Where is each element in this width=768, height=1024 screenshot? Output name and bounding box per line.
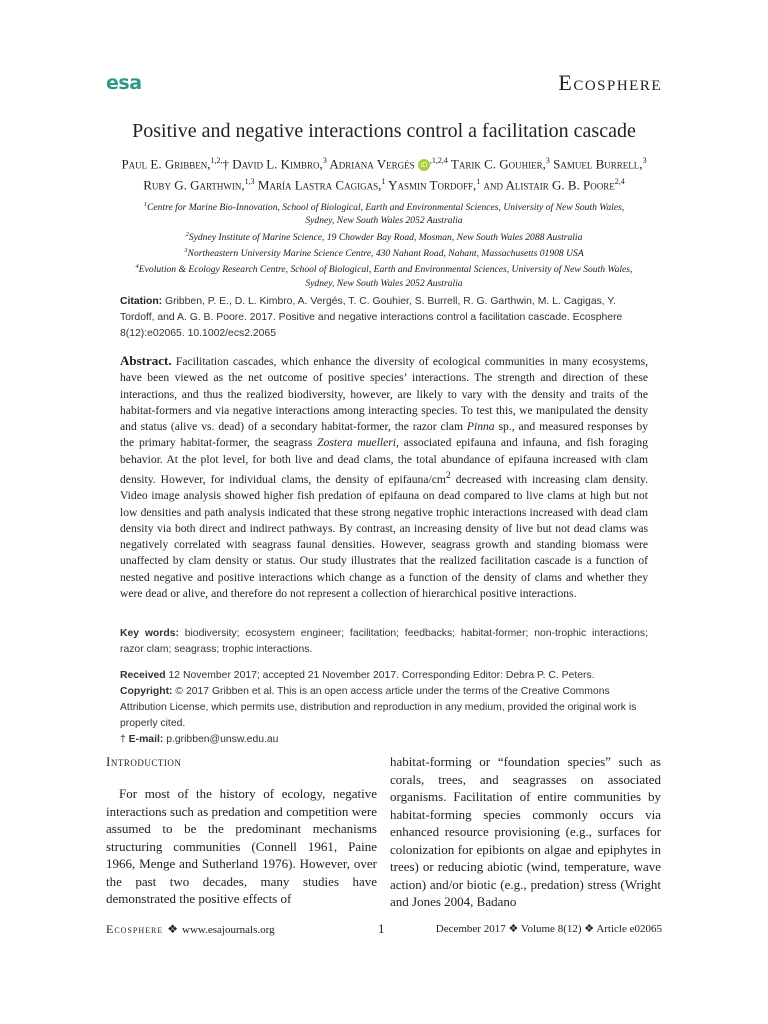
- affiliation-text: Sydney, New South Wales 2052 Australia: [305, 215, 463, 227]
- author-sup: 3: [545, 156, 550, 165]
- abstract: [120, 353, 648, 602]
- footer-issue-info: [436, 922, 662, 935]
- citation-label: Citation:: [120, 296, 163, 307]
- author-sup: 1: [476, 177, 481, 187]
- esa-logo: esa: [106, 72, 142, 94]
- author-sup: 3: [322, 156, 327, 165]
- author-sup: 1,3: [244, 177, 255, 187]
- author: Samuel Burrell,: [549, 156, 643, 172]
- author: Ruby G. Garthwin,: [143, 177, 245, 193]
- author-sup: 1: [381, 177, 386, 187]
- article-title: Positive and negative interactions control a facilitation cascade: [132, 120, 636, 142]
- received-label: Received: [120, 670, 166, 681]
- affiliation-number: 1: [143, 201, 148, 208]
- copyright-label: Copyright:: [120, 686, 173, 697]
- affiliation: [120, 198, 648, 228]
- footer-article-id: Article e02065: [596, 923, 662, 935]
- affiliation-text: Evolution & Ecology Research Centre, School of Biological, Earth and Environmental Sciences, University of New South Wales,: [138, 264, 633, 276]
- dagger-mark: †: [222, 156, 229, 172]
- affiliation-number: 3: [184, 246, 188, 254]
- author: Tarik C. Gouhier,: [447, 156, 546, 172]
- body-column-right: habitat-forming or “foundation species” such as corals, trees, and seagrasses on associated organisms. Facilitation of entire communities by habitat-forming species commonly occurs via enhanced resource provisioning (e.g., surfaces for colonization for epibionts on algae and epiphytes in trees) or reducing abiotic (wind, temperature, wave action) and/or biotic (e.g., predation) stress (Wright and Jones 2004, Badano: [390, 754, 661, 909]
- footer-journal: [106, 922, 275, 937]
- abstract-text: , associated epifauna and infauna, and fish foraging behavior. At the plot level, for both live and dead clams, the total abundance of epifauna increased with clam density. However, for individual clams, the density of epifauna/cm: [120, 436, 648, 486]
- affiliation-number: 2: [185, 230, 189, 238]
- citation-block: [120, 294, 648, 342]
- keywords: [120, 626, 648, 658]
- dagger-mark: †: [120, 734, 129, 745]
- email-label: E-mail:: [128, 734, 164, 745]
- abstract-text: decreased with increasing clam density. Video image analysis showed higher fish predation of epifauna on dead compared to live clams at high but not low densities and path analysis indicated that these strong negative trophic interactions increased with dead clam density via both direct and indirect pathways. By contrast, an increasing density of live but not dead clams was negatively correlated with seagrass faunal densities. However, seagrass growth and standing biomass were unaffected by clam density or status. Our study illustrates that the realized facilitation cascade is a function of nested negative and positive interactions which change as a function of the density of clams and whether they were dead or alive, and therefore do not represent a collection of hierarchical positive interactions.: [120, 472, 648, 601]
- separator-icon: ❖: [584, 923, 595, 935]
- abstract-label: Abstract.: [120, 353, 172, 368]
- article-meta: [120, 668, 648, 748]
- footer-journal-name: Ecosphere: [106, 922, 164, 936]
- orcid-icon[interactable]: iD: [418, 159, 430, 171]
- affiliation-text: Sydney, New South Wales 2052 Australia: [305, 277, 463, 289]
- abstract-text: sp., and measured responses by the primary habitat-former, the seagrass: [120, 420, 648, 450]
- copyright-text: © 2017 Gribben et al. This is an open access article under the terms of the Creative Commons Attribution License, which permits use, distribution and reproduction in any medium, provided the original work is properly cited.: [120, 686, 637, 729]
- author: Alistair G. B. Poore: [505, 177, 615, 193]
- abstract-text: Facilitation cascades, which enhance the diversity of ecological communities in many ecosystems, have been viewed as the net outcome of positive species’ interactions. The strength and direction of these interactions, and thus the realized biodiversity, however, are likely to vary with the density and traits of the habitat-formers and via negative interactions among interacting species. To test this, we manipulated the density and status (alive vs. dead) of a secondary habitat-former, the razor clam: [120, 355, 648, 434]
- abstract-italic: Pinna: [466, 420, 495, 434]
- received-text: 12 November 2017; accepted 21 November 2017. Corresponding Editor: Debra P. C. Peters.: [165, 670, 595, 681]
- affiliation-number: 4: [135, 263, 139, 271]
- abstract-italic: Zostera muelleri: [317, 436, 397, 450]
- journal-name: Ecosphere: [558, 70, 662, 95]
- author: Paul E. Gribben,: [121, 156, 211, 172]
- email-link[interactable]: p.gribben@unsw.edu.au: [163, 734, 279, 745]
- received-line: [120, 668, 648, 684]
- affiliations: [120, 198, 648, 290]
- keywords-label: Key words:: [120, 628, 179, 639]
- affiliation: [120, 260, 648, 290]
- copyright-line: [120, 684, 648, 732]
- author-sup: ,1,2,4: [429, 156, 448, 165]
- author-sup: 1,2,: [210, 156, 223, 165]
- author-sup: 3: [642, 156, 647, 165]
- author-sup: 2,4: [614, 177, 625, 187]
- author: Adriana Vergés: [326, 156, 415, 172]
- affiliation: [120, 228, 648, 244]
- affiliation-text: Centre for Marine Bio-Innovation, School of Biological, Earth and Environmental Sciences, University of New South Wales,: [147, 202, 625, 214]
- author: María Lastra Cagigas,: [254, 177, 382, 193]
- author-list: [100, 152, 668, 195]
- section-heading-introduction: Introduction: [106, 754, 182, 769]
- body-column-left: For most of the history of ecology, negative interactions such as predation and competition were assumed to be the predominant mechanisms structuring communities (Connell 1961, Paine 1966, Menge and Sutherland 1976). However, over the past two decades, many studies have demonstrated the positive effects of: [106, 786, 377, 906]
- affiliation: [120, 244, 648, 260]
- affiliation-text: Sydney Institute of Marine Science, 19 Chowder Bay Road, Mosman, New South Wales 2088 Australia: [188, 231, 583, 243]
- citation-text[interactable]: Gribben, P. E., D. L. Kimbro, A. Vergés, T. C. Gouhier, S. Burrell, R. G. Garthwin, M. L. Cagigas, Y. Tordoff, and A. G. B. Poore. 2017. Positive and negative interactions control a facilitation cascade. Ecosphere 8(12):e02065. 10.1002/ecs2.2065: [120, 296, 623, 339]
- email-line: [120, 732, 648, 748]
- page-number: 1: [378, 921, 385, 936]
- footer-date: December 2017: [435, 923, 506, 935]
- separator-icon: ❖: [167, 922, 178, 936]
- author: David L. Kimbro,: [229, 156, 323, 172]
- keywords-text: biodiversity; ecosystem engineer; facilitation; feedbacks; habitat-former; non-trophic interactions; razor clam; seagrass; trophic interactions.: [120, 628, 649, 655]
- author-conjunction: and: [480, 177, 506, 193]
- author: Yasmin Tordoff,: [385, 177, 477, 193]
- footer-volume: Volume 8(12): [520, 923, 582, 935]
- separator-icon: ❖: [508, 923, 519, 935]
- abstract-superscript: 2: [445, 470, 451, 482]
- footer-url-link[interactable]: www.esajournals.org: [182, 924, 275, 936]
- affiliation-text: Northeastern University Marine Science Centre, 430 Nahant Road, Nahant, Massachusetts 01908 USA: [187, 248, 584, 260]
